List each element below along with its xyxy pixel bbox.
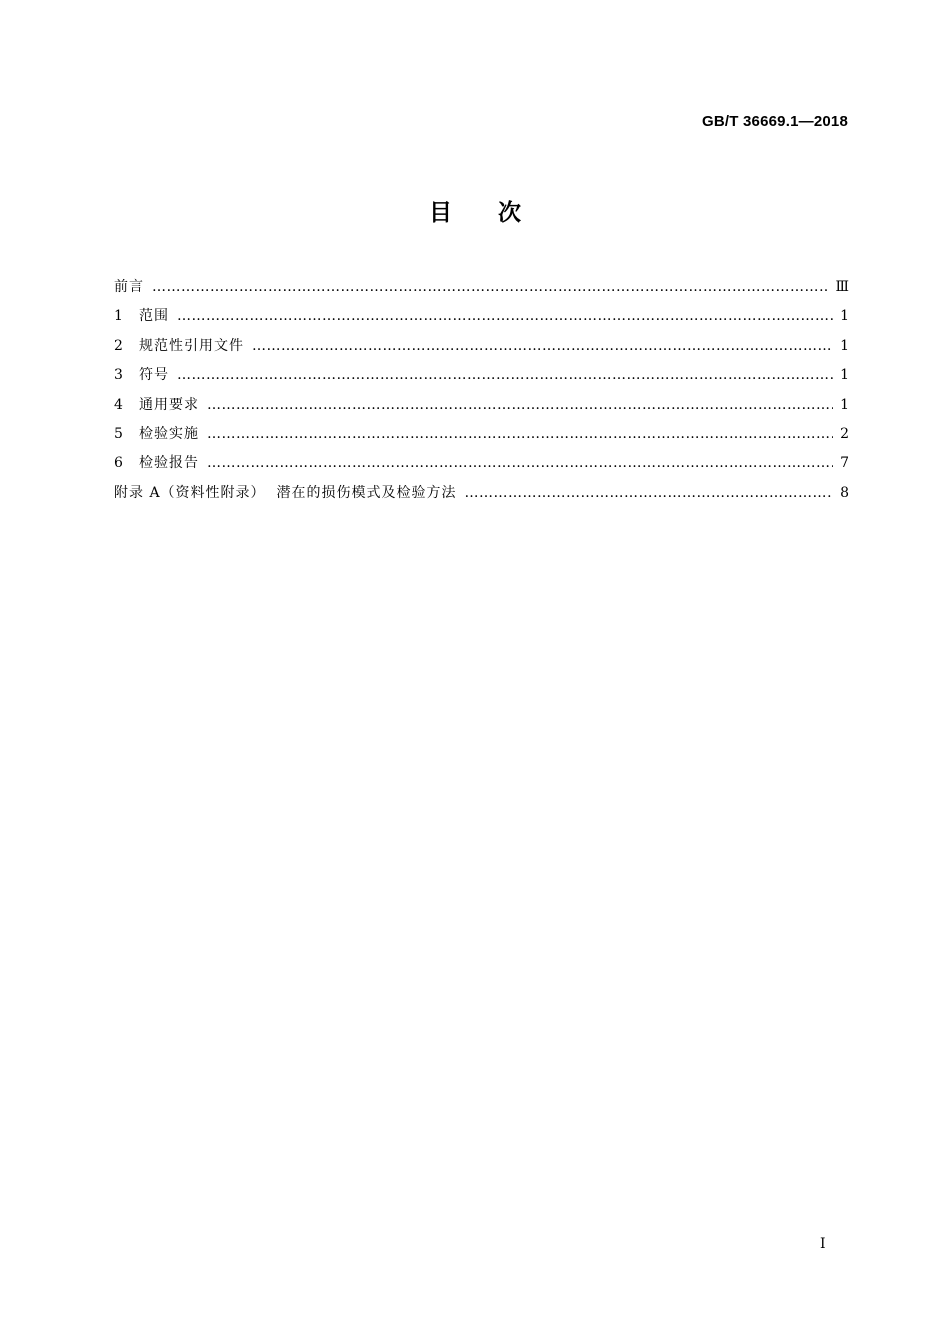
toc-leader-dots (207, 449, 833, 478)
toc-entry-page: 1 (840, 337, 849, 354)
toc-leader-dots (252, 332, 833, 361)
toc-entry-page: 7 (840, 455, 849, 472)
toc-entry-symbols[interactable] (114, 361, 849, 390)
toc-leader-dots (177, 361, 833, 390)
toc-entry-general-requirements[interactable] (114, 391, 849, 420)
toc-list (114, 273, 849, 508)
toc-entry-number: 6 (114, 455, 123, 472)
toc-entry-label: 规范性引用文件 (139, 337, 244, 354)
toc-entry-label: 检验实施 (139, 425, 199, 442)
standard-code: GB/T 36669.1—2018 (702, 113, 848, 130)
toc-leader-dots (207, 420, 833, 449)
toc-entry-label: 范围 (139, 308, 169, 325)
toc-entry-inspection-report[interactable] (114, 449, 849, 478)
toc-entry-scope[interactable] (114, 302, 849, 331)
toc-entry-page: Ⅲ (835, 279, 849, 295)
toc-entry-page: 1 (840, 396, 849, 413)
toc-entry-label: 附录 A（资料性附录） 潜在的损伤模式及检验方法 (114, 484, 457, 501)
toc-entry-page: 2 (840, 425, 849, 442)
toc-entry-number: 2 (114, 337, 123, 354)
toc-entry-number: 1 (114, 308, 123, 325)
toc-leader-dots (152, 273, 829, 302)
toc-entry-number: 4 (114, 396, 123, 413)
toc-leader-dots (464, 479, 833, 508)
toc-entry-foreword[interactable] (114, 273, 849, 302)
toc-entry-page: 8 (840, 484, 849, 501)
toc-entry-label: 前言 (114, 279, 144, 295)
toc-title: 目次 (429, 200, 567, 226)
toc-entry-label: 符号 (139, 367, 169, 384)
toc-entry-page: 1 (840, 308, 849, 325)
page-number: Ⅰ (820, 1236, 826, 1252)
toc-entry-page: 1 (840, 367, 849, 384)
toc-leader-dots (207, 391, 833, 420)
toc-entry-number: 5 (114, 425, 123, 442)
toc-entry-appendix-a[interactable] (114, 479, 849, 508)
toc-leader-dots (177, 302, 833, 331)
toc-entry-number: 3 (114, 367, 123, 384)
toc-entry-label: 通用要求 (139, 396, 199, 413)
toc-entry-label: 检验报告 (139, 455, 199, 472)
toc-entry-inspection-implementation[interactable] (114, 420, 849, 449)
toc-entry-normative-references[interactable] (114, 332, 849, 361)
